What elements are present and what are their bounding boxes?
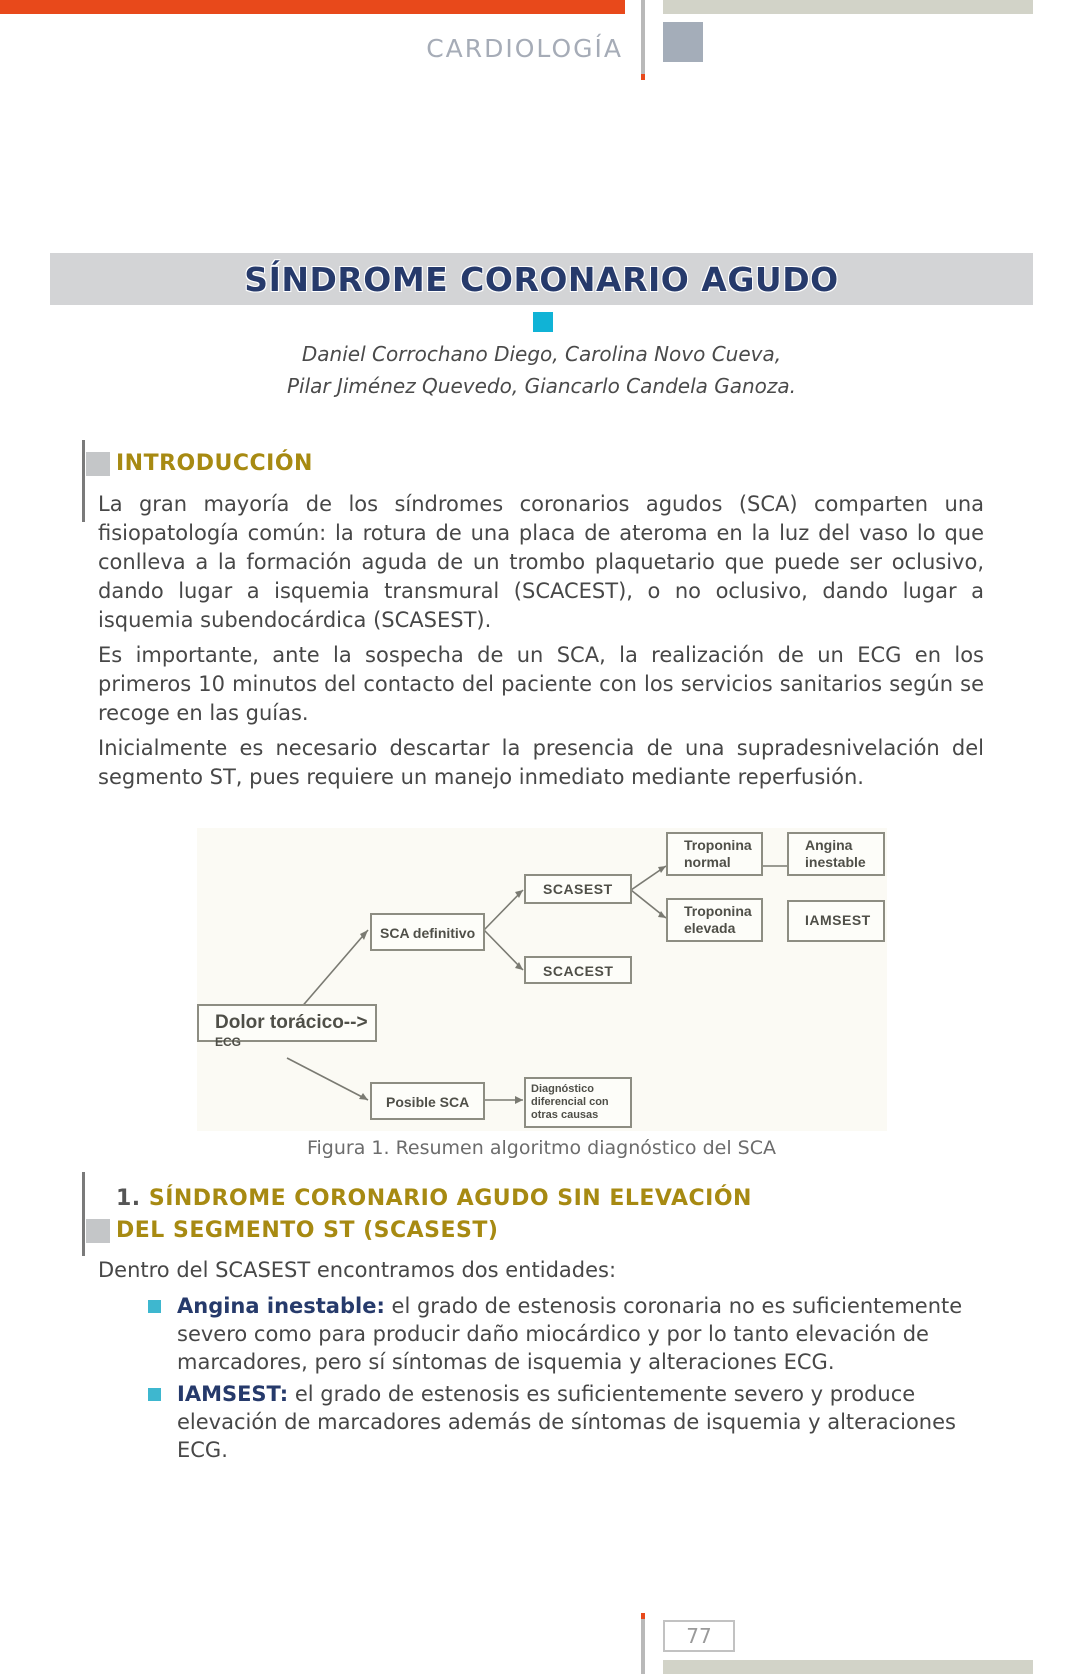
section1-number: 1. xyxy=(116,1186,141,1211)
authors-line-1: Daniel Corrochano Diego, Carolina Novo Cueva, xyxy=(301,342,782,366)
diagram-box-sca-definitivo: SCA definitivo xyxy=(370,913,485,951)
section-square-icon xyxy=(86,1219,110,1243)
bullet-description: el grado de estenosis coronaria no es suficientemente severo como para producir daño miocárdico y por lo tanto elevación de marcadores, pero sí síntomas de isquemia y alteraciones ECG. xyxy=(177,1294,963,1374)
diag-dif-line-1: Diagnóstico xyxy=(531,1083,594,1095)
footer-divider-accent xyxy=(641,1613,645,1619)
bullet-term: IAMSEST: xyxy=(177,1382,289,1406)
intro-heading: INTRODUCCIÓN xyxy=(116,451,313,476)
title-marker-icon xyxy=(533,312,553,332)
diag-dif-line-3: otras causas xyxy=(531,1109,599,1121)
footer-divider xyxy=(641,1615,645,1674)
title-band xyxy=(50,253,1033,305)
header-grey-bar xyxy=(663,0,1033,14)
bullet-description: el grado de estenosis es suficientemente severo y produce elevación de marcadores además de síntomas de isquemia y alteraciones ECG. xyxy=(177,1382,956,1462)
troponina-normal-line-1: Troponina xyxy=(684,837,752,853)
angina-inestable-line-1: Angina xyxy=(805,837,853,853)
section-bar xyxy=(82,1172,85,1256)
diag-dif-line-2: diferencial con xyxy=(531,1096,609,1108)
figure-caption: Figura 1. Resumen algoritmo diagnóstico del SCA xyxy=(306,1137,776,1159)
ecg-label: ECG xyxy=(215,1035,242,1049)
page-number: 77 xyxy=(663,1620,735,1652)
bullet-angina-inestable xyxy=(177,1292,985,1376)
authors-line-2: Pilar Jiménez Quevedo, Giancarlo Candela Ganoza. xyxy=(286,374,797,398)
section1-heading xyxy=(116,1183,752,1247)
diagram-box-scacest: SCACEST xyxy=(524,956,632,984)
diagram-box-angina-inestable xyxy=(787,832,885,876)
header-divider xyxy=(641,0,645,80)
section1-intro: Dentro del SCASEST encontramos dos entidades: xyxy=(98,1258,617,1282)
diagram-box-iamsest: IAMSEST xyxy=(787,900,885,942)
footer-grey-bar xyxy=(663,1660,1033,1674)
section-bar xyxy=(82,440,85,522)
page-title: SÍNDROME CORONARIO AGUDO xyxy=(244,259,839,299)
bullet-iamsest xyxy=(177,1380,985,1464)
header-square-icon xyxy=(663,22,703,62)
angina-inestable-line-2: inestable xyxy=(805,854,866,870)
bullet-square-icon xyxy=(148,1300,161,1313)
troponina-normal-line-2: normal xyxy=(684,854,731,870)
section1-heading-line-1: SÍNDROME CORONARIO AGUDO SIN ELEVACIÓN xyxy=(148,1186,752,1211)
section1-heading-line-2: DEL SEGMENTO ST (SCASEST) xyxy=(116,1218,499,1243)
diagram-box-posible-sca: Posible SCA xyxy=(370,1082,485,1120)
bullet-term: Angina inestable: xyxy=(177,1294,385,1318)
intro-paragraph-2: Es importante, ante la sospecha de un SCA, la realización de un ECG en los primeros 10 minutos del contacto del paciente con los servicios sanitarios según se recoge en las guías. xyxy=(98,643,984,725)
header-divider-accent xyxy=(641,74,645,80)
diagram-box-troponina-elevada xyxy=(666,898,763,942)
intro-paragraph-1: La gran mayoría de los síndromes coronarios agudos (SCA) comparten una fisiopatología común: la rotura de una placa de ateroma en la luz del vaso lo que conlleva a la formación aguda de un trombo plaquetario que puede ser oclusivo, dando lugar a isquemia transmural (SCACEST), o no oclusivo, dando lugar a isquemia subendocárdica (SCASEST). xyxy=(98,492,984,632)
section-square-icon xyxy=(86,452,110,476)
diagram-box-diagnostico-diferencial xyxy=(524,1077,632,1128)
header-orange-bar xyxy=(0,0,625,14)
troponina-elevada-line-2: elevada xyxy=(684,920,736,936)
diagram-box-dolor-toracico xyxy=(197,1004,377,1049)
intro-paragraph-3: Inicialmente es necesario descartar la presencia de una supradesnivelación del segmento ST, pues requiere un manejo inmediato mediante reperfusión. xyxy=(98,736,984,789)
bullet-square-icon xyxy=(148,1388,161,1401)
diagram-box-scasest: SCASEST xyxy=(524,874,632,904)
diagnostic-algorithm-diagram xyxy=(197,828,887,1131)
diagram-box-troponina-normal xyxy=(666,832,763,876)
section-label: CARDIOLOGÍA xyxy=(426,34,623,63)
dolor-toracico-label: Dolor torácico--> xyxy=(215,1012,368,1033)
authors xyxy=(0,338,1083,402)
troponina-elevada-line-1: Troponina xyxy=(684,903,752,919)
